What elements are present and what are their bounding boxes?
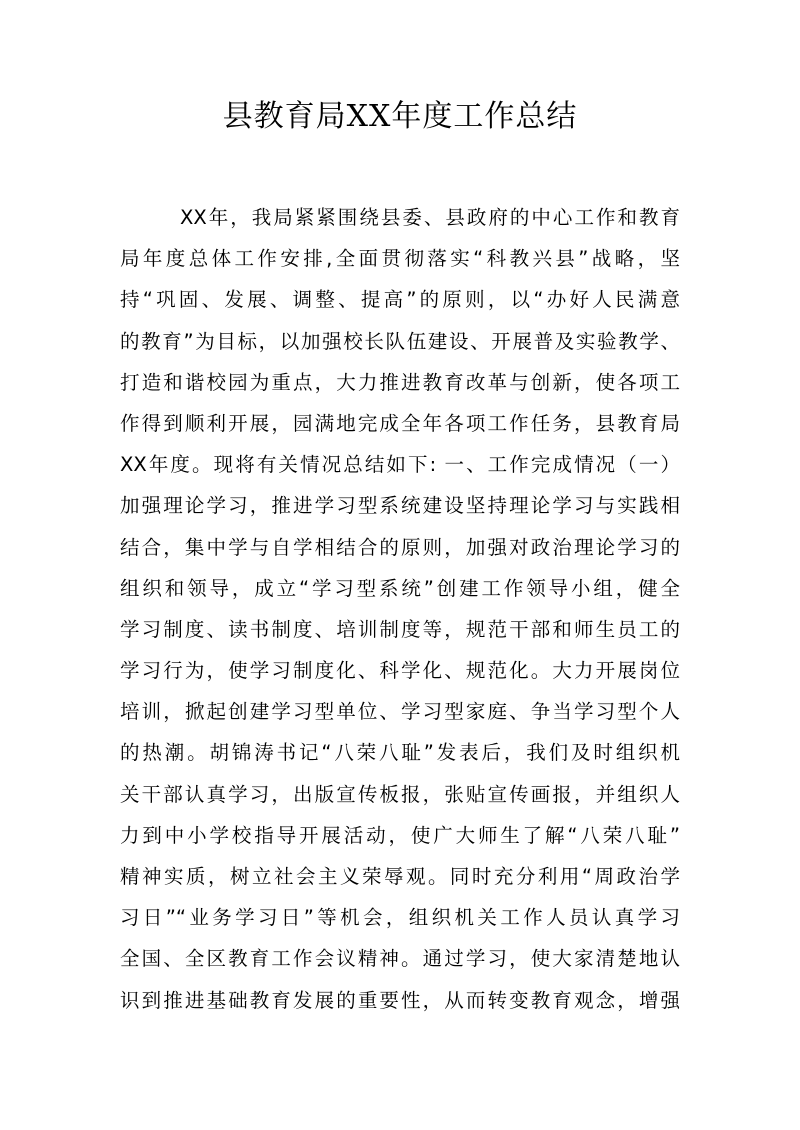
body-line: 培训，掀起创建学习型单位、学习型家庭、争当学习型个人: [120, 700, 680, 724]
body-line: 关干部认真学习，出版宣传板报，张贴宣传画报，并组织人: [120, 782, 680, 806]
body-line: 力到中小学校指导开展活动，使广大师生了解“八荣八耻”: [120, 823, 680, 847]
body-line: 作得到顺利开展，园满地完成全年各项工作任务，县教育局: [120, 411, 680, 435]
body-line: 学习行为，使学习制度化、科学化、规范化。大力开展岗位: [120, 659, 680, 683]
body-line: 识到推进基础教育发展的重要性，从而转变教育观念，增强: [120, 988, 680, 1012]
body-line: 精神实质，树立社会主义荣辱观。同时充分利用“周政治学: [120, 865, 680, 888]
document-title: 县教育局XX年度工作总结: [222, 99, 578, 134]
body-line: 的热潮。胡锦涛书记“八荣八耻”发表后，我们及时组织机: [120, 741, 680, 765]
body-line: 持“巩固、发展、调整、提高”的原则，以“办好人民满意: [120, 288, 680, 312]
document-body: [120, 197, 680, 1021]
body-line: 学习制度、读书制度、培训制度等，规范干部和师生员工的: [120, 617, 680, 641]
body-line: 结合，集中学与自学相结合的原则，加强对政治理论学习的: [120, 535, 680, 559]
body-line: 全国、全区教育工作会议精神。通过学习，使大家清楚地认: [120, 947, 680, 971]
body-line: XX年度。现将有关情况总结如下: 一、工作完成情况（一）: [120, 453, 680, 477]
body-line: 的教育”为目标，以加强校长队伍建设、开展普及实验教学、: [120, 329, 680, 353]
body-line: XX年，我局紧紧围绕县委、县政府的中心工作和教育: [180, 206, 680, 229]
body-line: 习日”“业务学习日”等机会，组织机关工作人员认真学习: [120, 906, 680, 930]
body-line: 组织和领导，成立“学习型系统”创建工作领导小组，健全: [120, 576, 680, 600]
body-line: 局年度总体工作安排,全面贯彻落实“科教兴县”战略，坚: [120, 247, 680, 271]
body-line: 加强理论学习，推进学习型系统建设坚持理论学习与实践相: [120, 494, 680, 518]
body-line: 打造和谐校园为重点，大力推进教育改革与创新，使各项工: [120, 370, 680, 394]
